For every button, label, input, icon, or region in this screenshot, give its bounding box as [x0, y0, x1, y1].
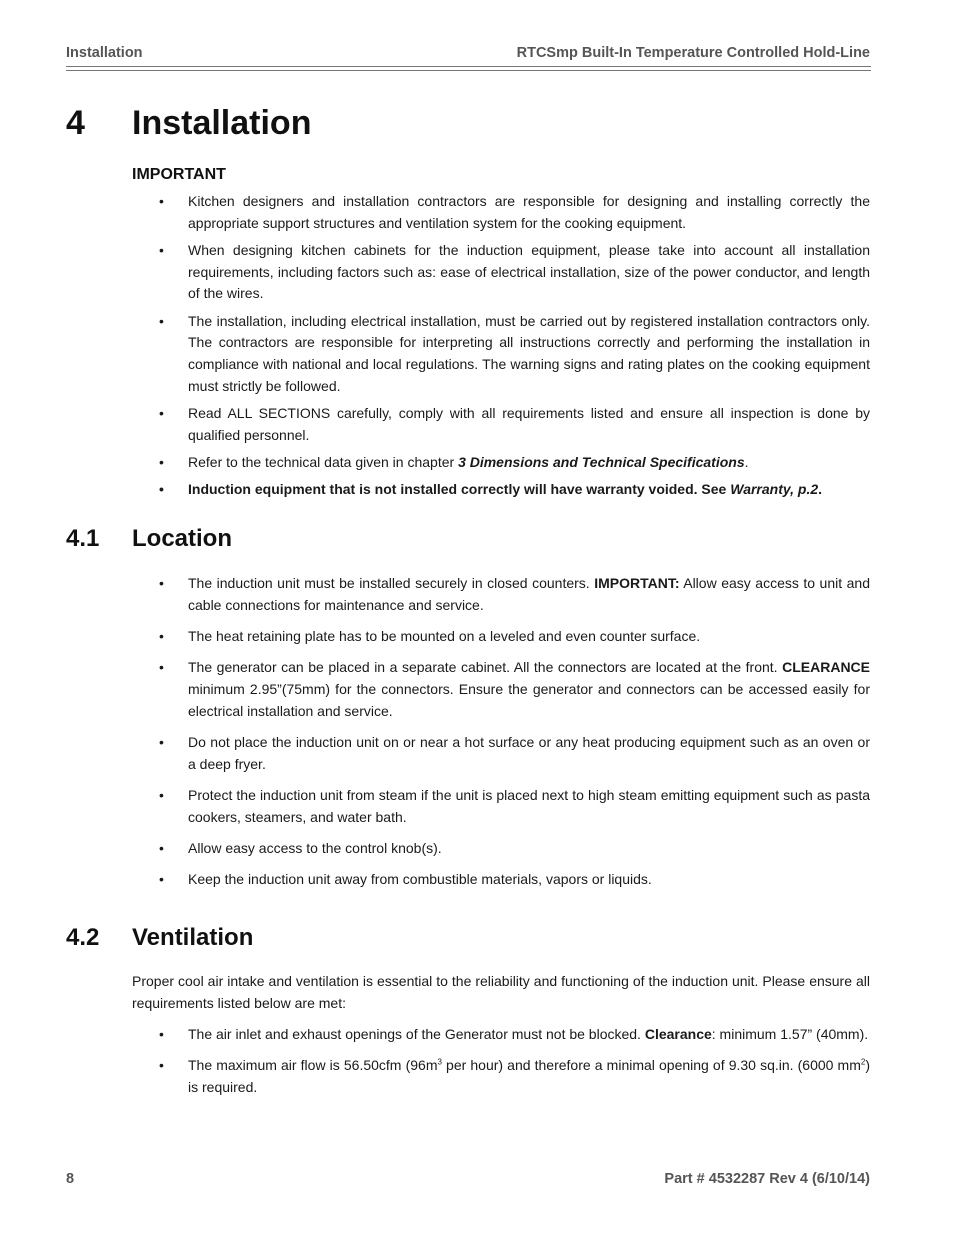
- list-item: • Protect the induction unit from steam if the unit is placed next to high steam emitting equipment such as pasta cookers, steamers, and water bath.: [132, 785, 870, 828]
- header-section-title: Installation: [66, 45, 143, 61]
- section-heading-location: [66, 525, 232, 553]
- header-rule-bottom: [66, 70, 871, 71]
- list-item: • The generator can be placed in a separate cabinet. All the connectors are located at the front. CLEARANCE minimum 2.95”(75mm) for the connectors. Ensure the generator and connectors can be accessed easily for electrical installation and service.: [132, 657, 870, 722]
- ventilation-intro: Proper cool air intake and ventilation is essential to the reliability and functioning of the induction unit. Please ensure all requirements listed below are met:: [132, 973, 870, 1011]
- ventilation-list: [132, 1024, 870, 1108]
- list-item: • The maximum air flow is 56.50cfm ($96m^3$ per hour) and therefore a minimal opening of 9.30 sq.in. (6000 $mm^2$) is required.: [132, 1055, 870, 1098]
- list-item: • Read ALL SECTIONS carefully, comply with all requirements listed and ensure all inspection is done by qualified personnel.: [132, 403, 870, 446]
- location-list: [132, 573, 870, 901]
- chapter-reference: 3 Dimensions and Technical Specifications: [458, 454, 745, 471]
- chapter-heading: [66, 104, 311, 143]
- list-item: • Induction equipment that is not installed correctly will have warranty voided. See Warranty, p.2.: [132, 479, 870, 501]
- page-number: 8: [66, 1171, 75, 1187]
- section-number: 4.2: [66, 924, 100, 951]
- list-item: • The induction unit must be installed securely in closed counters. IMPORTANT: Allow easy access to unit and cable connections for maintenance and service.: [132, 573, 870, 616]
- list-item: • The installation, including electrical installation, must be carried out by registered installation contractors only. The contractors are responsible for interpreting all instructions correctly and performing the installation in compliance with national and local regulations. The warning signs and rating plates on the cooking equipment must strictly be followed.: [132, 311, 870, 398]
- footer-part-number: Part # 4532287 Rev 4 (6/10/14): [664, 1171, 870, 1187]
- chapter-title: Installation: [132, 104, 312, 142]
- warranty-reference: Warranty, p.2: [730, 481, 819, 498]
- list-item: • Keep the induction unit away from combustible materials, vapors or liquids.: [132, 869, 870, 891]
- list-item: • The heat retaining plate has to be mounted on a leveled and even counter surface.: [132, 626, 870, 648]
- list-item: • When designing kitchen cabinets for the induction equipment, please take into account all installation requirements, including factors such as: ease of electrical installation, size of the power conductor, and length of the wires.: [132, 240, 870, 305]
- section-number: 4.1: [66, 525, 100, 552]
- chapter-number: 4: [66, 104, 85, 142]
- list-item: • Allow easy access to the control knob(s).: [132, 838, 870, 860]
- important-list: [132, 191, 870, 507]
- list-item: • Do not place the induction unit on or near a hot surface or any heat producing equipment such as an oven or a deep fryer.: [132, 732, 870, 775]
- section-title: Ventilation: [132, 924, 254, 951]
- section-title: Location: [132, 525, 232, 552]
- list-item: • The air inlet and exhaust openings of the Generator must not be blocked. Clearance: minimum 1.57” (40mm).: [132, 1024, 870, 1046]
- header-rule-top: [66, 66, 871, 67]
- important-label: IMPORTANT: [132, 166, 226, 183]
- list-item: • Kitchen designers and installation contractors are responsible for designing and installing correctly the appropriate support structures and ventilation system for the cooking equipment.: [132, 191, 870, 234]
- header-document-title: RTCSmp Built-In Temperature Controlled Hold-Line: [516, 45, 870, 61]
- list-item: • Refer to the technical data given in chapter 3 Dimensions and Technical Specifications.: [132, 452, 870, 474]
- section-heading-ventilation: [66, 924, 253, 952]
